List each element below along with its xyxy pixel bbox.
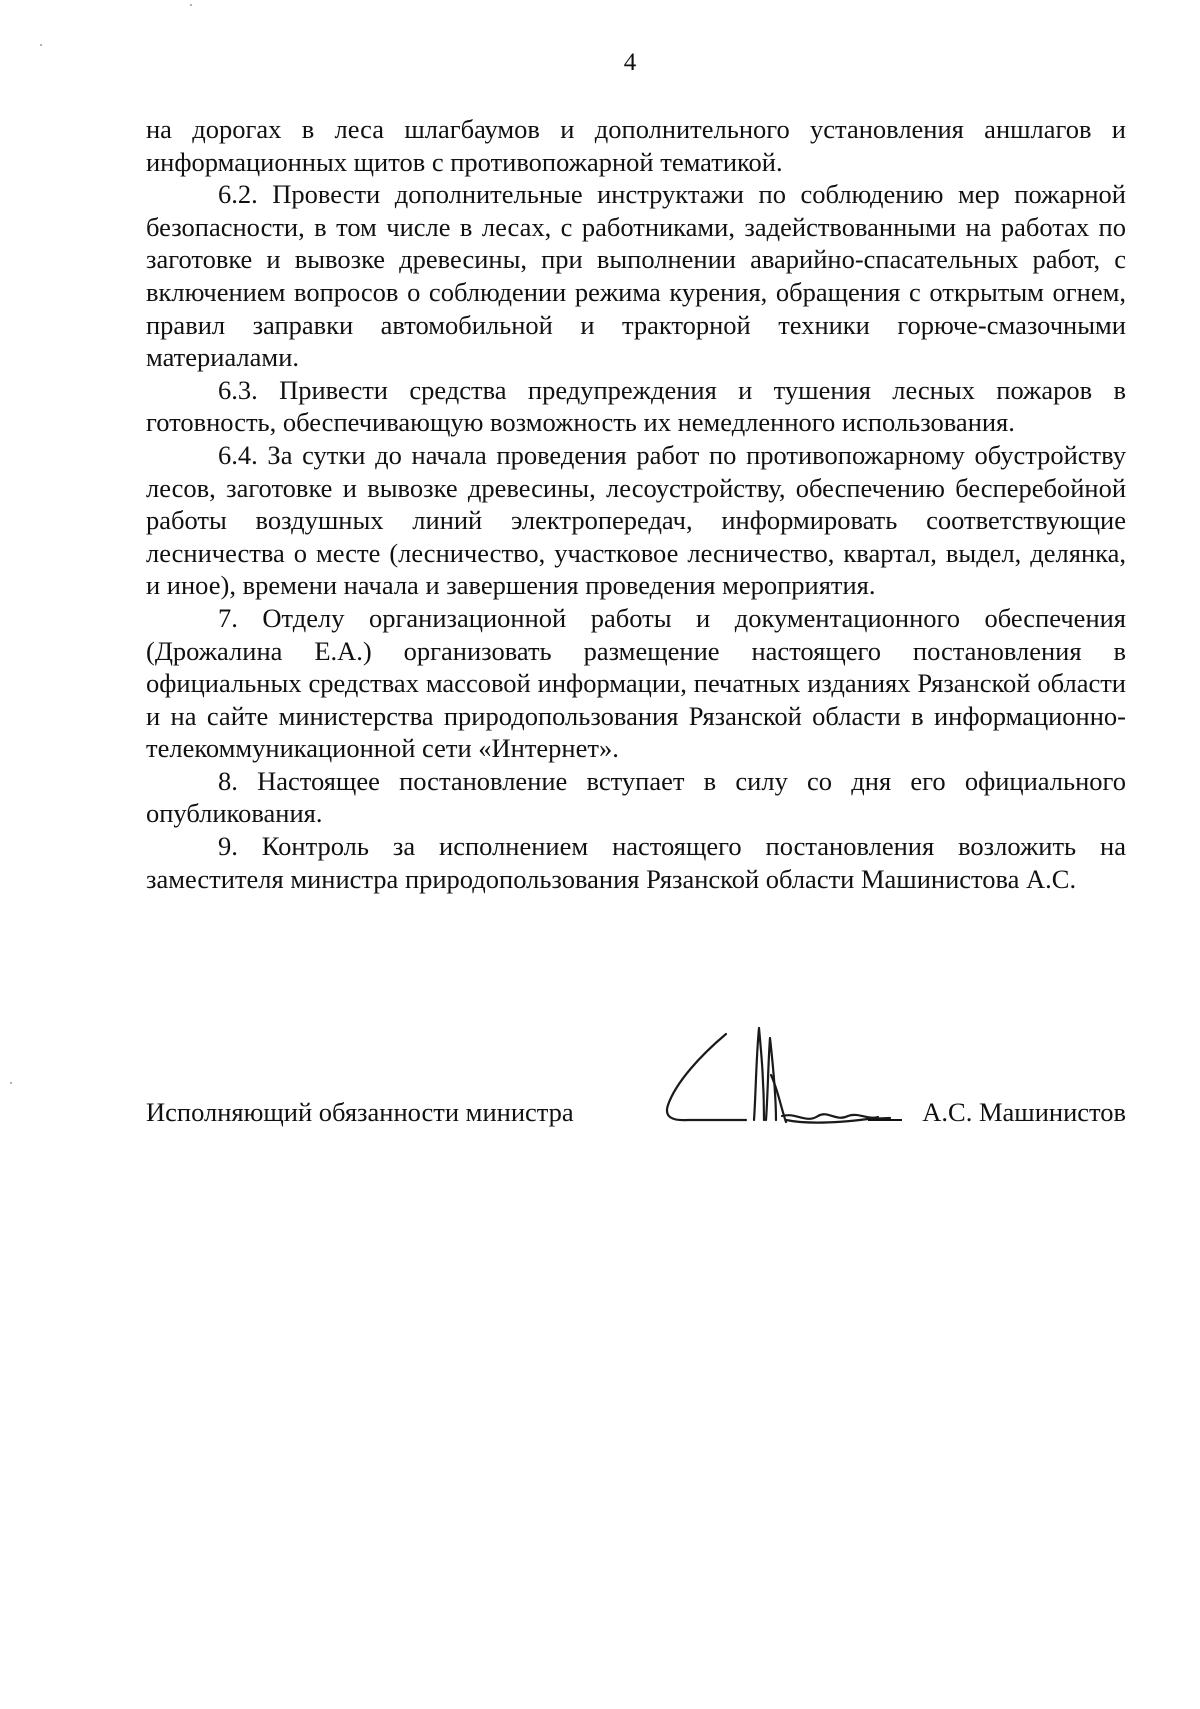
scan-speck [190,4,192,6]
document-body [146,113,1126,895]
page-number: 4 [623,49,637,76]
signature-block [146,1020,1126,1130]
paragraph-6-2: 6.2. Провести дополнительные инструктажи по соблюдению мер пожарной безопасности, в том числе в лесах, с работниками, задействованными на работах по заготовке и вывозке древесины, при выполнении аварийно-спасательных работ, с включением вопросов о соблюдении режима курения, обращения с открытым огнем, правил заправки автомобильной и тракторной техники горюче-смазочными материалами. [146,179,1126,373]
paragraph-6-3: 6.3. Привести средства предупреждения и тушения лесных пожаров в готовность, обеспечивающую возможность их немедленного использования. [146,374,1126,438]
paragraph-7: 7. Отделу организационной работы и документационного обеспечения (Дрожалина Е.А.) организовать размещение настоящего постановления в официальных средствах массовой информации, печатных изданиях Рязанской области и на сайте министерства природопользования Рязанской области в информационно-телекоммуникационной сети «Интернет». [146,602,1126,764]
signatory-title: Исполняющий обязанности министра [146,1097,574,1127]
signatory-name: А.С. Машинистов [922,1097,1126,1127]
scan-speck [40,44,42,46]
paragraph-6-4: 6.4. За сутки до начала проведения работ по противопожарному обустройству лесов, заготовке и вывозке древесины, лесоустройству, обеспечению бесперебойной работы воздушных линий электропередач, информировать соответствующие лесничества о месте (лесничество, участковое лесничество, квартал, выдел, делянка, и иное), времени начала и завершения проведения мероприятия. [146,439,1126,601]
paragraph-8: 8. Настоящее постановление вступает в силу со дня его официального опубликования. [146,765,1126,829]
signature-dash [868,1119,902,1121]
paragraph-continuation: на дорогах в леса шлагбаумов и дополнительного установления аншлагов и информационных щитов с противопожарной тематикой. [146,114,1126,177]
paragraph-9: 9. Контроль за исполнением настоящего постановления возложить на заместителя министра природопользования Рязанской области Машинистова А.С. [146,831,1126,894]
scan-speck [10,1082,12,1084]
